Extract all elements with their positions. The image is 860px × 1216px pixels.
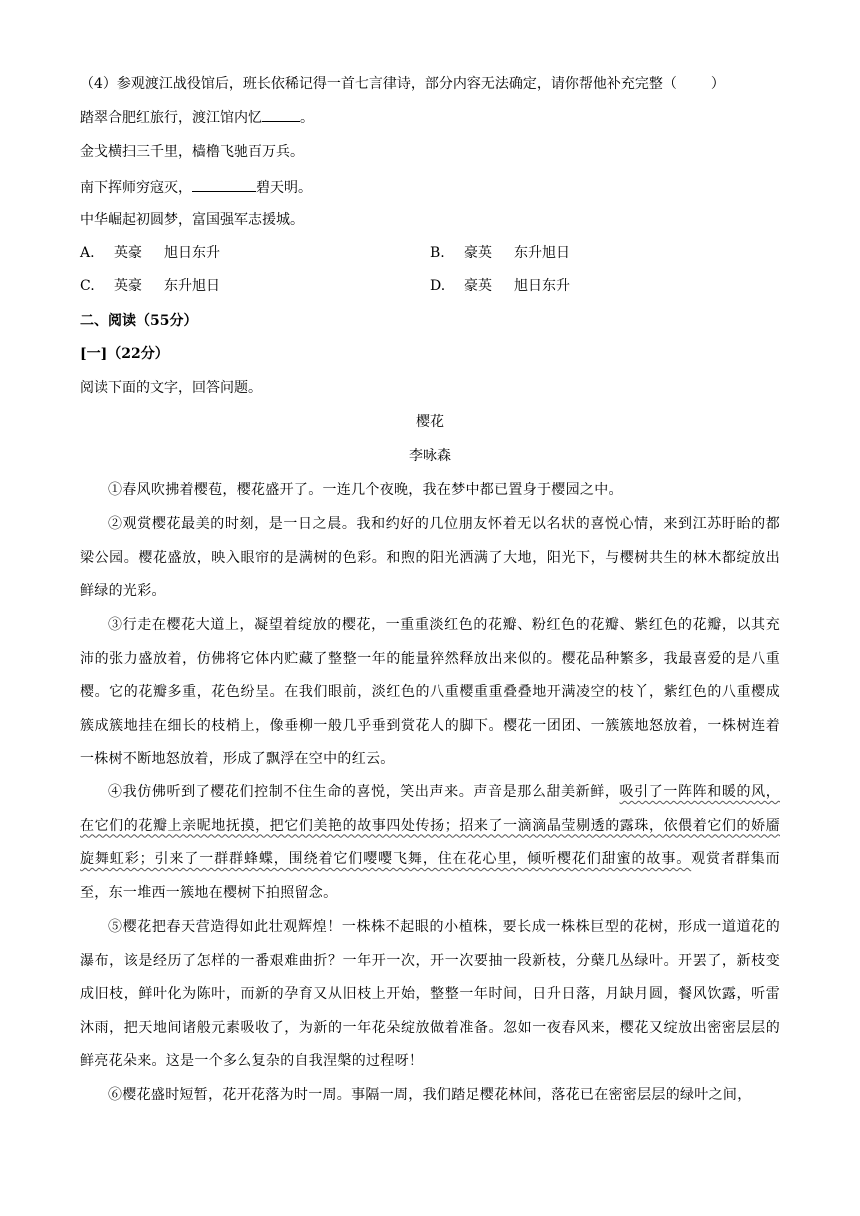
option-c[interactable]: C. 英豪 东升旭日 [80,278,220,294]
paragraph-5: ⑤樱花把春天营造得如此壮观辉煌！一株株不起眼的小植株，要长成一株株巨型的花树，形成一道道花的瀑布，该是经历了怎样的一番艰难曲折？一年开一次，开一次要抽一段新枝，分蘖几丛绿叶。开罢了，新枝变成旧枝，鲜叶化为陈叶，而新的孕育又从旧枝上开始，整整一年时间，日升日落，月缺月圆，餐风饮露，听雷沐雨，把天地间诸般元素吸收了，为新的一年花朵绽放做着准备。忽如一夜春风来，樱花又绽放出密密层层的鲜亮花朵来。这是一个多么复杂的自我涅槃的过程呀！ [80,919,780,1070]
poem-line-4: 中华崛起初圆梦，富国强军志援城。 [80,212,304,228]
blank-2 [192,177,256,192]
reading-instruction: 阅读下面的文字，回答问题。 [80,380,262,396]
paragraph-1: ①春风吹拂着樱苞，樱花盛开了。一连几个夜晚，我在梦中都已置身于樱园之中。 [108,482,623,498]
subsection-heading: [一]（22分） [80,346,169,362]
paragraph-4: ④我仿佛听到了樱花们控制不住生命的喜悦，笑出声来。声音是那么甜美新鲜，吸引了一阵阵和暖的风，在它们的花瓣上亲昵地抚摸，把它们美艳的故事四处传扬；招来了一滴滴晶莹剔透的露珠，依偎着它们的娇靥旋舞虹彩；引来了一群群蜂蝶，围绕着它们嘤嘤飞舞，住在花心里，倾听樱花们甜蜜的故事。观赏者群集而至，东一堆西一簇地在樱树下拍照留念。 [80,784,780,901]
paragraph-6: ⑥樱花盛时短暂，花开花落为时一周。事隔一周，我们踏足樱花林间，落花已在密密层层的绿叶之间， [108,1087,752,1103]
poem-line-1: 踏翠合肥红旅行，渡江馆内忆 。 [80,107,314,128]
option-d[interactable]: D. 豪英 旭日东升 [430,278,570,294]
option-b[interactable]: B. 豪英 东升旭日 [430,245,570,261]
blank-1 [262,107,300,122]
poem-line-2: 金戈横扫三千里，樯橹飞驰百万兵。 [80,144,304,160]
article-title: 樱花 [416,414,444,430]
poem-line-3: 南下挥师穷寇灭， 碧天明。 [80,177,312,198]
wavy-underlined-sentence: 吸引了一阵阵和暖的风，在它们的花瓣上亲昵地抚摸，把它们美艳的故事四处传扬；招来了一滴滴晶莹剔透的露珠，依偎着它们的娇靥旋舞虹彩；引来了一群群蜂蝶，围绕着它们嘤嘤飞舞，住在花心里，倾听樱花们甜蜜的故事。 [80,784,780,868]
option-a[interactable]: A. 英豪 旭日东升 [80,245,220,261]
article-author: 李咏森 [409,448,451,464]
question-4-stem: （4）参观渡江战役馆后，班长依稀记得一首七言律诗，部分内容无法确定，请你帮他补充完整（ ） [80,76,725,92]
paragraph-2: ②观赏樱花最美的时刻，是一日之晨。我和约好的几位朋友怀着无以名状的喜悦心情，来到江苏盱眙的都梁公园。樱花盛放，映入眼帘的是满树的色彩。和煦的阳光洒满了大地，阳光下，与樱树共生的林木都绽放出鲜绿的光彩。 [80,516,780,600]
paragraph-3: ③行走在樱花大道上，凝望着绽放的樱花，一重重淡红色的花瓣、粉红色的花瓣、紫红色的花瓣，以其充沛的张力盛放着，仿佛将它体内贮藏了整整一年的能量猝然释放出来似的。樱花品种繁多，我最喜爱的是八重樱。它的花瓣多重，花色纷呈。在我们眼前，淡红色的八重樱重重叠叠地开满凌空的枝丫，紫红色的八重樱成簇成簇地挂在细长的枝梢上，像垂柳一般几乎垂到赏花人的脚下。樱花一团团、一簇簇地怒放着，一株树连着一株树不断地怒放着，形成了飘浮在空中的红云。 [80,617,780,768]
section-heading: 二、阅读（55分） [80,313,198,329]
